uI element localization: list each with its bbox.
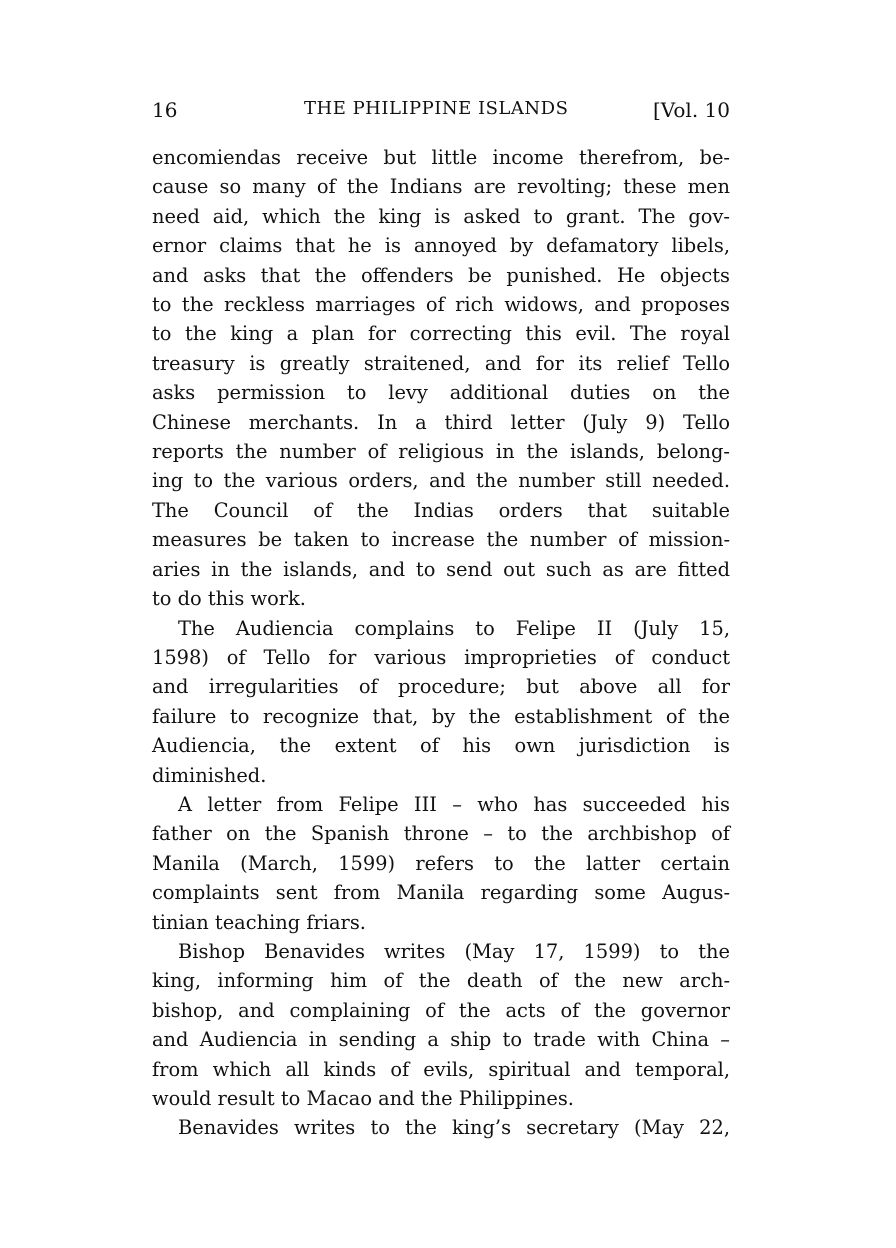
running-header xyxy=(152,98,730,128)
running-title: THE PHILIPPINE ISLANDS xyxy=(304,98,569,119)
text-line: measures be taken to increase the number of mission- xyxy=(152,528,730,552)
text-line: diminished. xyxy=(152,763,267,787)
text-line: father on the Spanish throne – to the archbishop of xyxy=(152,822,730,846)
text-line: encomiendas receive but little income therefrom, be- xyxy=(152,146,730,169)
text-line: tinian teaching friars. xyxy=(152,910,366,934)
text-line: ing to the various orders, and the number still needed. xyxy=(152,469,730,493)
text-line: bishop, and complaining of the acts of the governor xyxy=(152,998,730,1022)
text-line: Bishop Benavides writes (May 17, 1599) to the xyxy=(178,939,730,963)
text-line: treasury is greatly straitened, and for its relief Tello xyxy=(152,351,730,375)
text-line: and Audiencia in sending a ship to trade with China – xyxy=(152,1028,730,1052)
page-number: 16 xyxy=(152,98,178,122)
text-line: Audiencia, the extent of his own jurisdiction is xyxy=(152,734,730,758)
text-line: would result to Macao and the Philippines. xyxy=(152,1087,574,1110)
body-text xyxy=(152,143,730,1143)
text-line: to do this work. xyxy=(152,587,306,611)
text-line: and asks that the offenders be punished. He objects xyxy=(152,263,730,287)
text-line: to the king a plan for correcting this evil. The royal xyxy=(152,322,730,346)
text-line: complaints sent from Manila regarding some Augus- xyxy=(152,881,730,905)
text-line: need aid, which the king is asked to grant. The gov- xyxy=(152,204,730,228)
text-line: from which all kinds of evils, spiritual and temporal, xyxy=(152,1057,730,1081)
text-line: reports the number of religious in the islands, belong- xyxy=(152,440,730,464)
text-line: The Audiencia complains to Felipe II (July 15, xyxy=(178,616,730,640)
text-line: asks permission to levy additional duties on the xyxy=(152,381,730,405)
text-line: and irregularities of procedure; but above all for xyxy=(152,675,730,699)
text-line: 1598) of Tello for various improprieties of conduct xyxy=(152,645,730,669)
text-line: The Council of the Indias orders that suitable xyxy=(152,498,730,522)
text-line: A letter from Felipe III – who has succeeded his xyxy=(178,792,730,816)
text-line: failure to recognize that, by the establishment of the xyxy=(152,704,730,728)
text-line: Chinese merchants. In a third letter (July 9) Tello xyxy=(152,410,730,434)
text-line: to the reckless marriages of rich widows, and proposes xyxy=(152,293,730,317)
text-line: ernor claims that he is annoyed by defamatory libels, xyxy=(152,234,730,258)
text-line: king, informing him of the death of the new arch- xyxy=(152,969,730,993)
text-line: Manila (March, 1599) refers to the latter certain xyxy=(152,851,730,875)
text-line: Benavides writes to the king’s secretary (May 22, xyxy=(178,1116,730,1140)
text-line: aries in the islands, and to send out such as are fitted xyxy=(152,557,730,581)
text-line: cause so many of the Indians are revolting; these men xyxy=(152,175,730,199)
volume-label: [Vol. 10 xyxy=(652,98,730,122)
